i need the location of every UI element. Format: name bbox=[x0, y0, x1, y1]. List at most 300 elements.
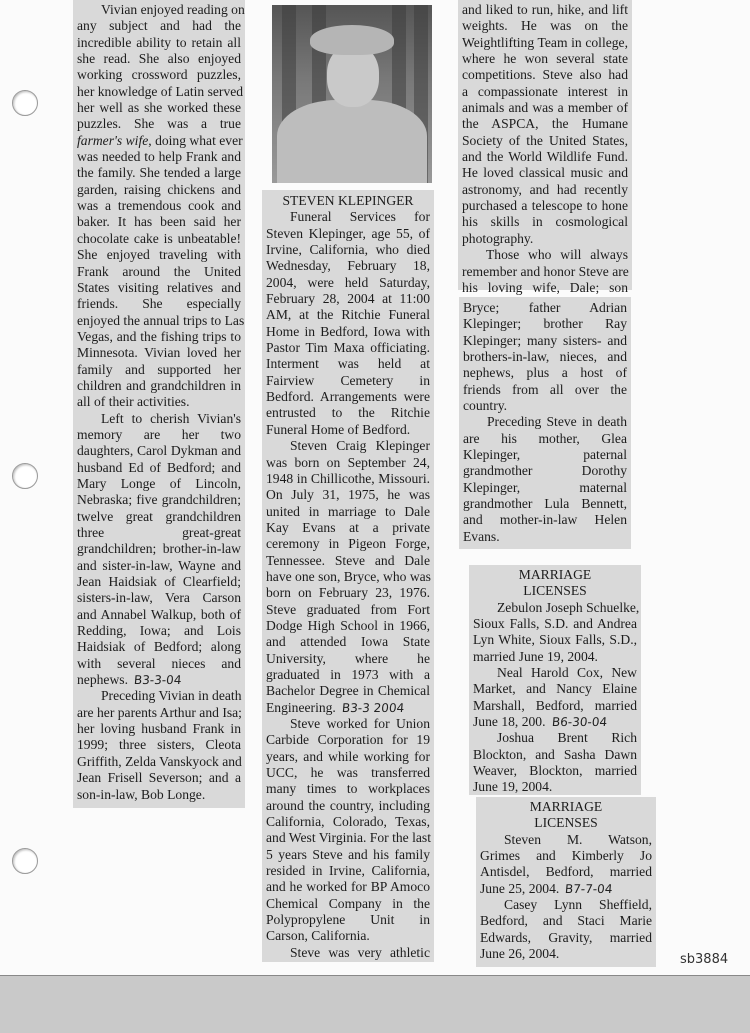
text-line-content: LICENSES bbox=[534, 815, 598, 831]
text-line-content: Bryce; father Adrian bbox=[463, 300, 627, 315]
text-line-content: three great-great bbox=[77, 525, 241, 540]
text-line bbox=[473, 599, 640, 616]
text-line-content: friends from all over the bbox=[463, 381, 627, 397]
text-line-content: country. bbox=[463, 398, 508, 414]
text-line-content: farmer's wife, doing what ever bbox=[77, 132, 243, 148]
text-line-content: Neal Harold Cox, New bbox=[497, 665, 637, 681]
text-line bbox=[480, 897, 652, 913]
text-line bbox=[266, 814, 430, 830]
steven-obituary-survivors-clipping bbox=[459, 297, 631, 549]
text-line bbox=[77, 672, 241, 688]
text-line-content: Carbide Corporation for 19 bbox=[266, 732, 430, 748]
text-line-content: friends. She especially bbox=[77, 296, 241, 312]
text-line bbox=[77, 525, 241, 541]
text-line bbox=[266, 945, 430, 961]
text-line-content: 5 years Steve and his family bbox=[266, 846, 430, 862]
text-line bbox=[77, 541, 241, 557]
text-line bbox=[266, 798, 430, 814]
text-line bbox=[463, 365, 627, 381]
text-line-content: Dodge High School in 1966, bbox=[266, 617, 430, 633]
text-line-content: his skills in cosmological bbox=[462, 214, 628, 230]
text-line bbox=[77, 639, 241, 655]
text-line-content: States visiting relatives and bbox=[77, 279, 241, 295]
text-line-content: MARRIAGE bbox=[518, 567, 592, 582]
handwritten-date: B3-3 2004 bbox=[341, 700, 405, 715]
text-line bbox=[266, 553, 430, 569]
text-line bbox=[473, 779, 637, 795]
text-line-content: Minnesota. Vivian loved her bbox=[77, 345, 241, 361]
text-line bbox=[266, 749, 430, 765]
text-line-content: and West Virginia. For the last bbox=[266, 830, 431, 846]
text-line bbox=[480, 864, 652, 880]
text-line-content: his loving wife, Dale; son bbox=[462, 279, 628, 295]
text-line-content: Wednesday, February 18, bbox=[266, 258, 430, 274]
text-line bbox=[266, 683, 430, 699]
text-line bbox=[266, 307, 430, 323]
text-line-content: astronomy, and had recently bbox=[462, 181, 628, 197]
text-line bbox=[77, 100, 241, 116]
text-line bbox=[77, 182, 241, 198]
text-line-content: 1999; three sisters, Cleota bbox=[77, 737, 241, 753]
text-line bbox=[266, 634, 430, 650]
text-line-content: Mary Longe of Lincoln, bbox=[77, 475, 241, 491]
text-line-content: Market, and Nancy Elaine bbox=[473, 681, 637, 697]
text-line bbox=[77, 362, 241, 378]
steven-obituary-clipping bbox=[262, 190, 434, 962]
page-code: sb3884 bbox=[680, 952, 729, 967]
text-line bbox=[266, 487, 430, 503]
text-line-content: nephews, plus a host of bbox=[463, 365, 627, 381]
text-line-content: grandmother Lula Bennett, bbox=[463, 496, 627, 512]
text-line-content: Fairview Cemetery in bbox=[266, 372, 430, 388]
text-line-content: UCC, he was transferred bbox=[266, 765, 430, 781]
text-line-content: grandmother Dorothy bbox=[463, 463, 627, 479]
text-line bbox=[77, 656, 241, 672]
obituary-heading bbox=[266, 193, 430, 209]
handwritten-date: B6-30-04 bbox=[550, 715, 608, 730]
steven-klepinger-photo bbox=[272, 5, 432, 183]
text-line bbox=[77, 247, 241, 263]
text-line-content: Steve was very athletic bbox=[290, 944, 430, 960]
text-line-content: Steven M. Watson, bbox=[504, 831, 652, 847]
text-line bbox=[266, 209, 430, 225]
text-line bbox=[462, 116, 628, 132]
text-line-content: was needed to help Frank and bbox=[77, 149, 241, 165]
text-line-content: have one son, Bryce, who was bbox=[266, 568, 431, 584]
text-line bbox=[266, 781, 430, 797]
text-line bbox=[462, 247, 628, 263]
text-line bbox=[77, 623, 241, 639]
text-line-content: are his mother, Glea bbox=[463, 430, 627, 446]
text-line-content: enjoyed the annual trips to Las bbox=[77, 312, 245, 328]
text-line-content: Klepinger; brother Ray bbox=[463, 316, 627, 332]
section-heading bbox=[473, 567, 637, 583]
text-line bbox=[77, 312, 245, 329]
text-line-content: Society of the United States, bbox=[462, 132, 628, 148]
text-line bbox=[77, 198, 241, 214]
text-line bbox=[463, 300, 627, 316]
text-line bbox=[77, 754, 241, 770]
text-line bbox=[473, 747, 637, 763]
text-line-content: are her parents Arthur and Isa; bbox=[77, 704, 242, 720]
text-line-content: Jean Haidsiak of Clearfield; bbox=[77, 574, 241, 590]
text-line bbox=[462, 231, 628, 247]
text-line bbox=[463, 333, 627, 349]
text-line-content: Weaver, Blockton, married bbox=[473, 763, 637, 779]
section-heading bbox=[480, 799, 652, 815]
text-line bbox=[462, 214, 628, 230]
text-line bbox=[77, 509, 241, 525]
text-line bbox=[266, 422, 430, 438]
text-line-content: June 26, 2004. bbox=[480, 946, 560, 962]
text-line-content: her knowledge of Latin served bbox=[77, 83, 244, 99]
text-line-content: Home in Bedford, Iowa with bbox=[266, 323, 430, 339]
text-line-content: grandchildren; brother-in-law bbox=[77, 541, 241, 557]
text-line bbox=[462, 84, 628, 100]
text-line bbox=[266, 258, 430, 274]
text-line bbox=[462, 165, 628, 181]
text-line-content: STEVEN KLEPINGER bbox=[282, 193, 414, 208]
text-line bbox=[266, 373, 430, 389]
text-line-content: Blockton, and Sasha Dawn bbox=[473, 746, 637, 762]
text-line-content: Steven Klepinger, age 55, of bbox=[266, 225, 430, 241]
text-line-content: working crossword puzzles, bbox=[77, 67, 241, 83]
text-line-content: Vivian enjoyed reading on bbox=[101, 2, 245, 17]
text-line bbox=[463, 463, 627, 479]
text-line-content: Chemical Company in the bbox=[266, 895, 430, 911]
text-line-content: was a tremendous cook and bbox=[77, 198, 241, 214]
handwritten-date: B3-3-04 bbox=[133, 673, 183, 688]
text-line-content: married June 19, 2004. bbox=[473, 648, 598, 664]
text-line bbox=[266, 700, 430, 716]
punch-hole bbox=[12, 463, 38, 489]
text-line bbox=[266, 928, 430, 944]
text-line bbox=[266, 667, 430, 683]
text-line-content: Klepinger, maternal bbox=[463, 479, 627, 495]
text-line-content: son-in-law, Bob Longe. bbox=[77, 786, 206, 802]
text-line-content: graduated in 1973 with a bbox=[266, 666, 430, 682]
text-line bbox=[462, 280, 628, 296]
handwritten-date: B7-7-04 bbox=[564, 881, 614, 896]
text-line-content: Frank around the United bbox=[77, 263, 241, 279]
text-line-content: sisters-in-law, Vera Carson bbox=[77, 590, 241, 606]
text-line-content: with several nieces and bbox=[77, 655, 241, 671]
text-line bbox=[77, 770, 241, 786]
text-line-content: Interment was held at bbox=[266, 356, 430, 372]
text-line bbox=[266, 847, 430, 863]
text-line bbox=[480, 930, 652, 946]
text-line-content: and liked to run, hike, and lift bbox=[462, 2, 628, 17]
text-line-content: June 19, 2004. bbox=[473, 779, 553, 795]
text-line bbox=[266, 879, 430, 895]
text-line bbox=[462, 51, 628, 67]
text-line-content: Steve worked for Union bbox=[290, 716, 430, 731]
text-line-content: weights. He was on the bbox=[462, 18, 628, 34]
text-line-content: where he won several state bbox=[462, 51, 628, 67]
text-line-content: Carson, California. bbox=[266, 928, 370, 944]
text-line-content: and mother-in-law Helen bbox=[463, 512, 627, 528]
text-line bbox=[266, 896, 430, 912]
text-line bbox=[462, 100, 628, 116]
text-line bbox=[266, 569, 430, 585]
text-line bbox=[266, 438, 430, 454]
text-line bbox=[463, 447, 627, 463]
text-line bbox=[266, 765, 430, 781]
text-line bbox=[480, 946, 652, 962]
text-line bbox=[77, 607, 241, 623]
text-line-content: was born on September 24, bbox=[266, 454, 430, 470]
text-line-content: 1948 in Chillicothe, Missouri. bbox=[266, 470, 430, 486]
text-line bbox=[473, 730, 637, 746]
text-line-content: 2004, were held Saturday, bbox=[266, 274, 430, 290]
text-line bbox=[266, 405, 430, 421]
text-line-content: Tennessee. Steve and Dale bbox=[266, 552, 430, 568]
text-line bbox=[77, 492, 241, 508]
text-line-content: Haidsiak of Bedford; along bbox=[77, 639, 241, 655]
text-line-content: MARRIAGE bbox=[529, 799, 603, 814]
text-line bbox=[473, 763, 637, 779]
text-line bbox=[77, 51, 241, 67]
text-line-content: Klepinger, paternal bbox=[463, 447, 627, 463]
text-line bbox=[463, 414, 627, 430]
text-line bbox=[462, 133, 628, 149]
text-line-content: Bachelor Degree in Chemical bbox=[266, 683, 430, 699]
text-line bbox=[463, 480, 627, 496]
text-line bbox=[77, 231, 241, 247]
text-line bbox=[266, 389, 430, 405]
text-line-content: and sister-in-law, Wayne and bbox=[77, 557, 241, 573]
text-line-content: photography. bbox=[462, 230, 534, 246]
text-line bbox=[77, 133, 241, 149]
text-line-content: On July 31, 1975, he was bbox=[266, 487, 430, 503]
text-line-content: remember and honor Steve are bbox=[462, 263, 629, 279]
text-line-content: Evans. bbox=[463, 528, 500, 544]
text-line bbox=[462, 264, 628, 280]
text-line-content: all of their activities. bbox=[77, 394, 190, 410]
text-line bbox=[473, 632, 637, 648]
text-line bbox=[77, 378, 241, 394]
text-line-content: Kay Evans at a private bbox=[266, 519, 430, 535]
text-line-content: June 25, 2004. bbox=[480, 880, 560, 896]
text-line-content: University, where he bbox=[266, 650, 430, 666]
text-line bbox=[77, 394, 241, 410]
text-line bbox=[463, 382, 627, 398]
text-line bbox=[480, 881, 652, 897]
text-line-content: Engineering. bbox=[266, 699, 336, 715]
text-line-content: Casey Lynn Sheffield, bbox=[504, 897, 652, 913]
text-line-content: Funeral Services for bbox=[290, 209, 430, 225]
text-line-content: a compassionate interest in bbox=[462, 83, 628, 99]
text-line-content: many times to workplaces bbox=[266, 781, 430, 797]
text-line-content: competitions. Steve also had bbox=[462, 67, 628, 83]
text-line-content: resided in Irvine, California, bbox=[266, 863, 430, 879]
text-line bbox=[473, 681, 637, 697]
text-line-content: brothers-in-law, nieces, and bbox=[463, 349, 627, 365]
text-line-content: nephews. bbox=[77, 672, 128, 688]
text-line-content: Marshall, Bedford, married bbox=[473, 697, 637, 713]
text-line-content: Sioux Falls, S.D. and Andrea bbox=[473, 616, 637, 632]
text-line bbox=[266, 520, 430, 536]
text-line-content: children and grandchildren in bbox=[77, 377, 241, 393]
text-line bbox=[473, 665, 637, 681]
text-line-content: Steven Craig Klepinger bbox=[290, 438, 430, 454]
text-line-content: chocolate cake is unbeatable! bbox=[77, 230, 241, 246]
text-line bbox=[266, 291, 430, 307]
text-line-content: AM, at the Ritchie Funeral bbox=[266, 307, 430, 323]
text-line bbox=[77, 688, 241, 704]
text-line bbox=[77, 116, 241, 132]
text-line bbox=[266, 324, 430, 340]
text-line-content: He loved classical music and bbox=[462, 165, 628, 181]
text-line-content: June 18, 200. bbox=[473, 714, 546, 730]
text-line-content: Antisdel, Bedford, married bbox=[480, 864, 652, 880]
text-line-content: any subject and had the bbox=[77, 18, 241, 34]
text-line bbox=[480, 913, 652, 929]
text-line bbox=[77, 264, 241, 280]
text-line bbox=[462, 198, 628, 214]
text-line bbox=[266, 716, 430, 732]
text-line-content: her well as she worked these bbox=[77, 100, 241, 116]
text-line bbox=[462, 67, 628, 83]
text-line-content: Steve graduated from Fort bbox=[266, 601, 430, 617]
text-line bbox=[463, 431, 627, 447]
text-line-content: daughters, Carol Dykman and bbox=[77, 443, 241, 459]
text-line-content: Preceding Vivian in death bbox=[101, 688, 242, 704]
text-line bbox=[266, 356, 430, 372]
text-line-content: the ASPCA, the Humane bbox=[462, 116, 628, 132]
text-line-content: Irvine, California, who died bbox=[266, 242, 430, 258]
text-line-content: LICENSES bbox=[523, 583, 587, 599]
text-line-content: Preceding Steve in death bbox=[487, 414, 627, 430]
text-line-content: Jean Frisell Severson; and a bbox=[77, 770, 241, 786]
text-line bbox=[473, 616, 637, 632]
text-line bbox=[462, 182, 628, 198]
text-line-content: Bedford, and Staci Marie bbox=[480, 913, 652, 929]
text-line-content: Left to cherish Vivian's bbox=[101, 410, 241, 426]
punch-hole bbox=[12, 848, 38, 874]
text-line bbox=[463, 316, 627, 332]
text-line-content: puzzles. She was a true bbox=[77, 116, 241, 132]
text-line bbox=[77, 558, 241, 574]
text-line bbox=[77, 427, 241, 443]
text-line-content: Griffith, Zelda Vanskyock and bbox=[77, 753, 242, 769]
text-line-content: February 28, 2004 at 11:00 bbox=[266, 291, 430, 307]
text-line bbox=[480, 832, 652, 848]
text-line-content: and Annabel Walkup, both of bbox=[77, 606, 241, 622]
text-line bbox=[266, 226, 430, 242]
text-line bbox=[266, 504, 430, 520]
text-line bbox=[77, 787, 241, 803]
text-line bbox=[463, 398, 627, 414]
text-line bbox=[77, 149, 241, 165]
punch-hole bbox=[12, 90, 38, 116]
text-line bbox=[77, 737, 241, 753]
text-line-content: Weightlifting Team in college, bbox=[462, 34, 628, 50]
text-line-content: Bedford. Arrangements were bbox=[266, 389, 430, 405]
text-line bbox=[480, 848, 652, 864]
text-line bbox=[77, 411, 241, 427]
marriage-licenses-clipping bbox=[469, 565, 641, 795]
text-line bbox=[77, 165, 241, 181]
text-line bbox=[77, 721, 241, 737]
text-line-content: entrusted to the Ritchie bbox=[266, 405, 430, 421]
text-line bbox=[266, 585, 430, 601]
text-line-content: Redding, Iowa; and Lois bbox=[77, 623, 241, 639]
text-line-content: Joshua Brent Rich bbox=[497, 730, 637, 746]
text-line bbox=[462, 18, 628, 34]
steven-obituary-continued-clipping bbox=[458, 0, 632, 295]
text-line-content: Klepinger; many sisters- and bbox=[463, 332, 627, 348]
text-line-content: Lyn White, Sioux Falls, S.D., bbox=[473, 632, 637, 648]
text-line bbox=[266, 340, 430, 356]
text-line bbox=[77, 67, 241, 83]
text-line bbox=[266, 830, 430, 846]
text-line bbox=[266, 618, 430, 634]
text-line-content: incredible ability to retain all bbox=[77, 34, 241, 50]
text-line bbox=[77, 574, 241, 590]
text-line-content: California, Colorado, Texas, bbox=[266, 814, 430, 830]
text-line bbox=[266, 912, 430, 928]
text-line-content: animals and was a member of bbox=[462, 100, 628, 116]
text-line bbox=[473, 649, 637, 665]
text-line bbox=[77, 2, 245, 18]
marriage-licenses-clipping bbox=[476, 797, 656, 967]
text-line bbox=[463, 512, 627, 528]
text-line bbox=[266, 275, 430, 291]
text-line bbox=[266, 651, 430, 667]
text-line bbox=[473, 714, 637, 730]
text-line bbox=[77, 345, 241, 361]
text-line bbox=[77, 18, 241, 34]
text-line-content: she read. She also enjoyed bbox=[77, 51, 241, 67]
section-heading bbox=[480, 815, 652, 831]
text-line-content: Those who will always bbox=[486, 247, 628, 263]
text-line-content: the family. She tended a large bbox=[77, 165, 241, 181]
text-line bbox=[77, 590, 241, 606]
text-line bbox=[266, 242, 430, 258]
text-line bbox=[266, 602, 430, 618]
text-line-content: and the World Wildlife Fund. bbox=[462, 149, 628, 165]
text-line bbox=[462, 2, 628, 18]
text-line-content: Vegas, and the fishing trips to bbox=[77, 328, 241, 344]
text-line bbox=[463, 529, 627, 545]
vivian-obituary-clipping bbox=[73, 0, 245, 808]
text-line-content: She enjoyed traveling with bbox=[77, 247, 241, 263]
text-line bbox=[77, 280, 241, 296]
text-line-content: family and supported her bbox=[77, 361, 241, 377]
text-line bbox=[77, 296, 241, 312]
text-line-content: Nebraska; five grandchildren; bbox=[77, 492, 241, 508]
text-line-content: ceremony in Pigeon Forge, bbox=[266, 536, 430, 552]
text-line bbox=[463, 496, 627, 512]
text-line bbox=[266, 732, 430, 748]
text-line-content: purchased a telescope to hone bbox=[462, 198, 628, 214]
text-line bbox=[266, 455, 430, 471]
text-line bbox=[77, 476, 241, 492]
text-line-content: Funeral Home of Bedford. bbox=[266, 421, 411, 437]
text-line-content: memory are her two bbox=[77, 426, 241, 442]
text-line-content: around the country, including bbox=[266, 797, 430, 813]
text-line bbox=[462, 149, 628, 165]
text-line bbox=[473, 698, 637, 714]
text-line-content: Edwards, Gravity, married bbox=[480, 929, 652, 945]
text-line-content: husband Ed of Bedford; and bbox=[77, 459, 241, 475]
text-line bbox=[463, 349, 627, 365]
text-line bbox=[77, 83, 244, 100]
text-line bbox=[462, 35, 628, 51]
text-line-content: garden, raising chickens and bbox=[77, 181, 241, 197]
text-line bbox=[266, 863, 430, 879]
